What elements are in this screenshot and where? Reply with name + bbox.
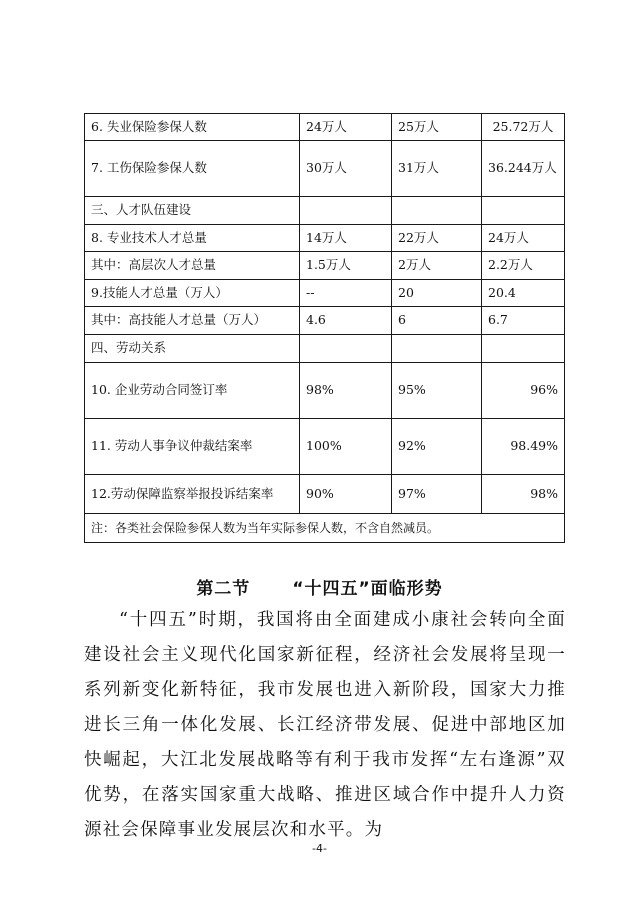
table-row xyxy=(85,114,565,141)
section-heading: 四、劳动关系 xyxy=(85,335,300,363)
row-item-label: 8. 专业技术人才总量 xyxy=(85,225,300,252)
table-section-row xyxy=(85,197,565,225)
cell-value-col2: 6 xyxy=(392,307,482,335)
cell-value-col1 xyxy=(300,335,392,363)
cell-value-col1: 14万人 xyxy=(300,225,392,252)
table-row xyxy=(85,363,565,419)
cell-value-col3: 2.2万人 xyxy=(482,252,565,280)
cell-value-col2: 22万人 xyxy=(392,225,482,252)
body-paragraph: “十四五”时期，我国将由全面建成小康社会转向全面建设社会主义现代化国家新征程，经济社会发展将呈现一系列新变化新特征，我市发展也进入新阶段，国家大力推进长三角一体化发展、长江经济带发展、促进中部地区加快崛起，大江北发展战略等有利于我市发挥“左右逢源”双优势，在落实国家重大战略、推进区域合作中提升人力资源社会保障事业发展层次和水平。为 xyxy=(84,610,566,840)
cell-value-col2: 20 xyxy=(392,280,482,307)
table-row xyxy=(85,307,565,335)
section-heading: 三、人才队伍建设 xyxy=(85,197,300,225)
indicator-table xyxy=(84,113,565,543)
row-item-label: 10. 企业劳动合同签订率 xyxy=(85,363,300,419)
table-section-row xyxy=(85,335,565,363)
cell-value-col2: 95% xyxy=(392,363,482,419)
cell-value-col3: 25.72万人 xyxy=(482,114,565,141)
row-item-label: 6. 失业保险参保人数 xyxy=(85,114,300,141)
row-item-label: 其中：高技能人才总量（万人） xyxy=(85,307,300,335)
row-item-label: 其中：高层次人才总量 xyxy=(85,252,300,280)
row-item-label: 7. 工伤保险参保人数 xyxy=(85,141,300,197)
table-row xyxy=(85,225,565,252)
section-number: 第二节 xyxy=(196,579,251,599)
cell-value-col1: 90% xyxy=(300,475,392,514)
cell-value-col1: 100% xyxy=(300,419,392,475)
cell-value-col1: 4.6 xyxy=(300,307,392,335)
cell-value-col1 xyxy=(300,197,392,225)
table-note-row xyxy=(85,514,565,543)
cell-value-col2 xyxy=(392,197,482,225)
section-heading-block xyxy=(0,574,639,599)
cell-value-col3 xyxy=(482,335,565,363)
cell-value-col2: 92% xyxy=(392,419,482,475)
cell-value-col2: 31万人 xyxy=(392,141,482,197)
cell-value-col2: 25万人 xyxy=(392,114,482,141)
cell-value-col1: 98% xyxy=(300,363,392,419)
cell-value-col3: 96% xyxy=(482,363,565,419)
row-item-label: 9.技能人才总量（万人） xyxy=(85,280,300,307)
cell-value-col1: 30万人 xyxy=(300,141,392,197)
cell-value-col3: 98% xyxy=(482,475,565,514)
row-item-label: 11. 劳动人事争议仲裁结案率 xyxy=(85,419,300,475)
cell-value-col2: 2万人 xyxy=(392,252,482,280)
cell-value-col3: 36.244万人 xyxy=(482,141,565,197)
table-row xyxy=(85,141,565,197)
cell-value-col1: 1.5万人 xyxy=(300,252,392,280)
cell-value-col3: 20.4 xyxy=(482,280,565,307)
cell-value-col1: 24万人 xyxy=(300,114,392,141)
table-row xyxy=(85,252,565,280)
section-title: “十四五”面临形势 xyxy=(292,579,443,599)
cell-value-col3: 6.7 xyxy=(482,307,565,335)
row-item-label: 12.劳动保障监察举报投诉结案率 xyxy=(85,475,300,514)
cell-value-col3: 98.49% xyxy=(482,419,565,475)
cell-value-col1: -- xyxy=(300,280,392,307)
cell-value-col2 xyxy=(392,335,482,363)
cell-value-col2: 97% xyxy=(392,475,482,514)
table-row xyxy=(85,475,565,514)
table-row xyxy=(85,280,565,307)
page-number: -4- xyxy=(312,842,327,855)
table-footnote: 注：各类社会保险参保人数为当年实际参保人数，不含自然减员。 xyxy=(85,514,565,543)
table-row xyxy=(85,419,565,475)
cell-value-col3: 24万人 xyxy=(482,225,565,252)
cell-value-col3 xyxy=(482,197,565,225)
